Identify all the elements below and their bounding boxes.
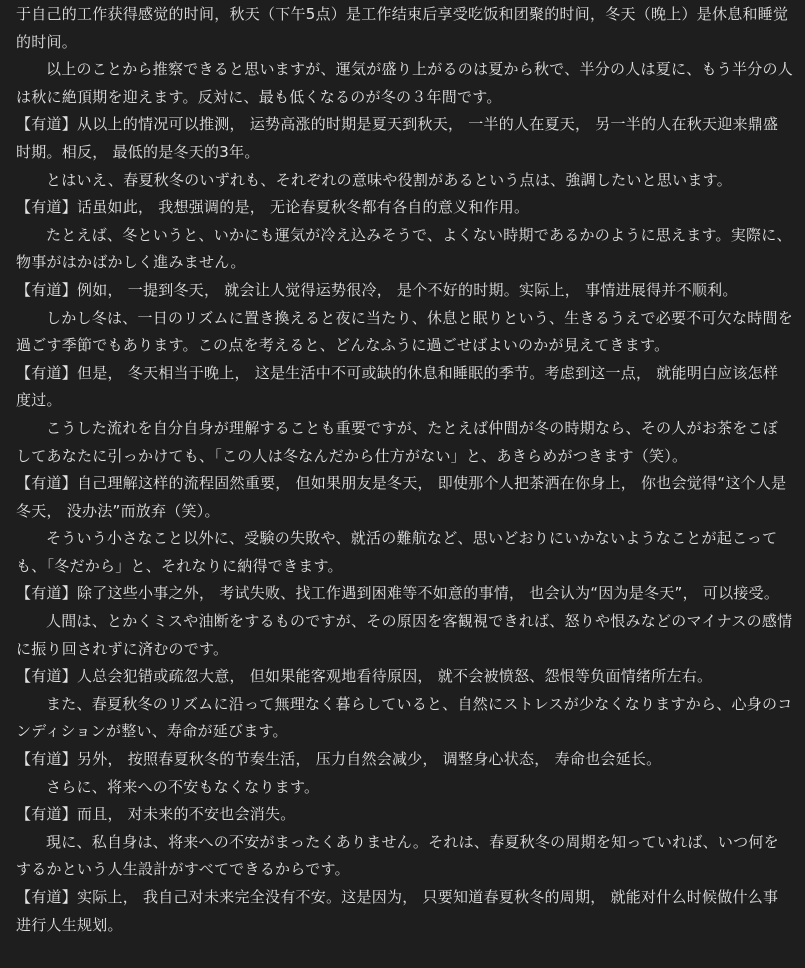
paragraph-zh: 【有道】但是， 冬天相当于晚上， 这是生活中不可或缺的休息和睡眠的季节。考虑到这一点， 就能明白应该怎样度过。 bbox=[16, 363, 779, 410]
paragraph-ja: 人間は、とかくミスや油断をするものですが、その原因を客観視できれば、怒りや恨みなどのマイナスの感情に振り回されずに済むのです。 bbox=[16, 612, 793, 658]
paragraph-ja: こうした流れを自分自身が理解することも重要ですが、たとえば仲間が冬の時期なら、その人がお茶をこぼしてあなたに引っかけても、「この人は冬なんだから仕方がない」と、あきらめがつきます（笑）。 bbox=[16, 418, 779, 465]
paragraph-zh: 【有道】另外， 按照春夏秋冬的节奏生活， 压力自然会减少， 调整身心状态， 寿命也会延长。 bbox=[16, 750, 662, 769]
paragraph-ja: そういう小さなこと以外に、受験の失敗や、就活の難航など、思いどおりにいかないようなことが起こっても、「冬だから」と、それなりに納得できます。 bbox=[16, 529, 778, 575]
paragraph-zh-continued: 于自己的工作获得感觉的时间，秋天（下午5点）是工作结束后享受吃饭和团聚的时间，冬天（晚上）是休息和睡觉的时间。 bbox=[16, 5, 789, 51]
paragraph-ja: 以上のことから推察できると思いますが、運気が盛り上がるのは夏から秋で、半分の人は夏に、もう半分の人は秋に絶頂期を迎えます。反対に、最も低くなるのが冬の３年間です。 bbox=[16, 60, 793, 106]
paragraph-ja: とはいえ、春夏秋冬のいずれも、それぞれの意味や役割があるという点は、強調したいと思います。 bbox=[46, 170, 732, 189]
paragraph-zh: 【有道】自己理解这样的流程固然重要， 但如果朋友是冬天， 即使那个人把茶洒在你身上， 你也会觉得“这个人是冬天， 没办法”而放弃（笑）。 bbox=[16, 474, 787, 520]
paragraph-zh: 【有道】除了这些小事之外， 考试失败、找工作遇到困难等不如意的事情， 也会认为“因为是冬天”， 可以接受。 bbox=[16, 584, 780, 603]
paragraph-zh: 【有道】实际上， 我自己对未来完全没有不安。这是因为， 只要知道春夏秋冬的周期， 就能对什么时候做什么事进行人生规划。 bbox=[16, 888, 779, 934]
paragraph-ja: 現に、私自身は、将来への不安がまったくありません。それは、春夏秋冬の周期を知っていれば、いつ何をするかという人生設計がすべてできるからです。 bbox=[16, 832, 779, 879]
paragraph-zh: 【有道】从以上的情况可以推测， 运势高涨的时期是夏天到秋天， 一半的人在夏天， 另一半的人在秋天迎来鼎盛时期。相反， 最低的是冬天的3年。 bbox=[16, 115, 779, 161]
paragraph-ja: また、春夏秋冬のリズムに沿って無理なく暮らしていると、自然にストレスが少なくなりますから、心身のコンディションが整い、寿命が延びます。 bbox=[16, 694, 793, 741]
paragraph-ja: しかし冬は、一日のリズムに置き換えると夜に当たり、休息と眠りという、生きるうえで必要不可欠な時間を過ごす季節でもあります。この点を考えると、どんなふうに過ごせばよいのかが見えてきます。 bbox=[16, 308, 793, 355]
paragraph-ja: たとえば、冬というと、いかにも運気が冷え込みそうで、よくない時期であるかのように思えます。実際に、物事がはかばかしく進みません。 bbox=[16, 225, 792, 272]
paragraph-ja: さらに、将来への不安もなくなります。 bbox=[46, 777, 320, 796]
paragraph-zh: 【有道】人总会犯错或疏忽大意， 但如果能客观地看待原因， 就不会被愤怒、怨恨等负面情绪所左右。 bbox=[16, 667, 713, 686]
paragraph-zh: 【有道】而且， 对未来的不安也会消失。 bbox=[16, 805, 296, 824]
paragraph-zh: 【有道】例如， 一提到冬天， 就会让人觉得运势很冷， 是个不好的时期。实际上， 事情进展得并不顺利。 bbox=[16, 280, 738, 299]
paragraph-zh: 【有道】话虽如此， 我想强调的是， 无论春夏秋冬都有各自的意义和作用。 bbox=[16, 198, 530, 217]
